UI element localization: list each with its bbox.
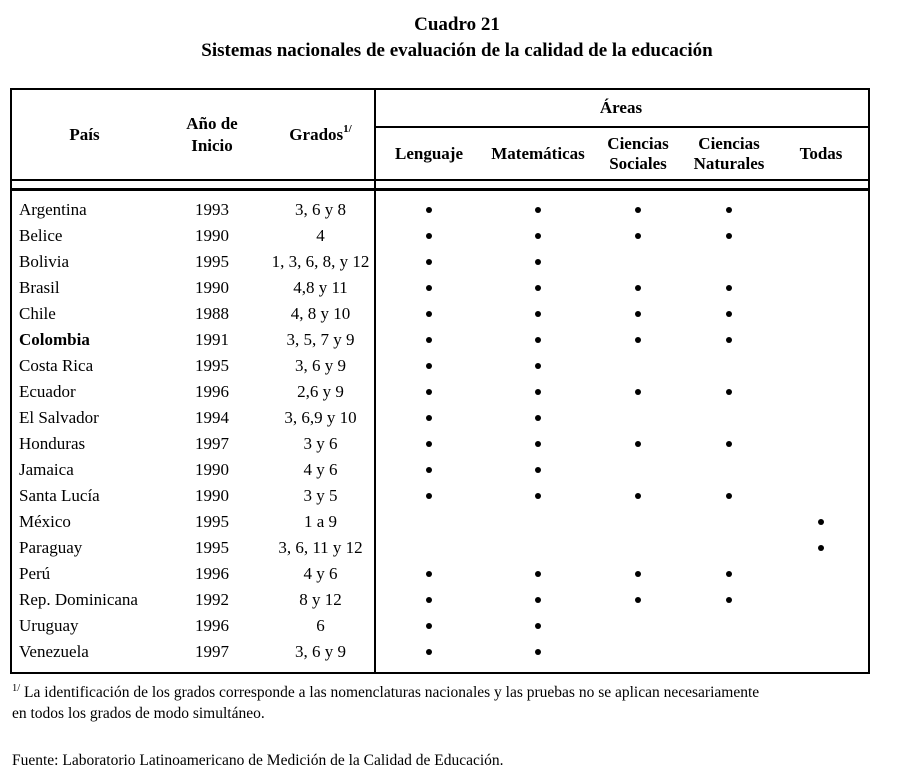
cell-area-3 [684,535,774,561]
cell-area-0 [374,457,484,483]
cell-pais: El Salvador [19,408,99,427]
cell-area-1 [484,639,592,665]
table-row [12,613,868,639]
cell-area-0 [374,275,484,301]
cell-area-2 [592,613,684,639]
area-marker-dot [726,441,732,447]
cell-area-0 [374,535,484,561]
cell-area-4 [774,223,868,249]
table-row [12,457,868,483]
cell-area-3 [684,379,774,405]
cell-area-4 [774,509,868,535]
areas-header-group [374,90,868,179]
area-marker-dot [726,337,732,343]
cell-area-3 [684,327,774,353]
area-marker-dot [535,233,541,239]
area-marker-dot [535,467,541,473]
cell-area-3 [684,431,774,457]
area-marker-dot [818,519,824,525]
cell-area-0 [374,613,484,639]
cell-area-3 [684,197,774,223]
area-marker-dot [426,363,432,369]
cell-area-4 [774,561,868,587]
area-marker-dot [635,311,641,317]
cell-pais: México [19,512,71,531]
cell-grados: 6 [316,616,325,635]
area-marker-dot [635,389,641,395]
cell-grados: 4, 8 y 10 [290,304,351,323]
header-body-gap [12,181,868,188]
table-number: Cuadro 21 [414,14,500,35]
cell-area-1 [484,249,592,275]
cell-area-3 [684,561,774,587]
area-marker-dot [426,337,432,343]
area-marker-dot [726,571,732,577]
area-marker-dot [726,493,732,499]
area-marker-dot [635,597,641,603]
cell-grados: 2,6 y 9 [297,382,344,401]
area-marker-dot [535,415,541,421]
cell-area-4 [774,587,868,613]
cell-area-4 [774,483,868,509]
cell-area-0 [374,509,484,535]
header-anio-inicio [157,90,267,179]
cell-anio-inicio: 1995 [195,356,229,375]
area-marker-dot [426,441,432,447]
cell-grados: 3, 6,9 y 10 [284,408,357,427]
cell-area-2 [592,587,684,613]
cell-area-2 [592,327,684,353]
area-marker-dot [426,285,432,291]
cell-grados: 3 y 6 [303,434,338,453]
table-row [12,249,868,275]
table-row [12,379,868,405]
cell-area-0 [374,353,484,379]
cell-area-4 [774,301,868,327]
cell-grados: 4 y 6 [303,460,338,479]
cell-area-2 [592,639,684,665]
cell-area-2 [592,457,684,483]
area-marker-dot [535,649,541,655]
cell-area-3 [684,457,774,483]
cell-anio-inicio: 1996 [195,564,229,583]
cell-area-4 [774,405,868,431]
cell-pais: Bolivia [19,252,70,271]
cell-area-1 [484,379,592,405]
cell-pais: Belice [19,226,63,245]
cell-area-0 [374,561,484,587]
cell-grados: 8 y 12 [299,590,342,609]
footnote-marker: 1/ [12,682,21,694]
cell-area-1 [484,275,592,301]
cell-area-2 [592,379,684,405]
cell-pais: Costa Rica [19,356,94,375]
area-marker-dot [426,493,432,499]
cell-pais: Uruguay [19,616,79,635]
cell-area-1 [484,509,592,535]
header-pais: País [69,124,100,144]
cell-pais: Venezuela [19,642,89,661]
area-marker-dot [426,623,432,629]
area-marker-dot [426,597,432,603]
cell-area-4 [774,275,868,301]
cell-area-2 [592,509,684,535]
cell-area-1 [484,431,592,457]
cell-area-3 [684,483,774,509]
cell-grados: 4,8 y 11 [293,278,348,297]
cell-area-4 [774,535,868,561]
cell-area-0 [374,197,484,223]
table-row [12,535,868,561]
area-marker-dot [535,441,541,447]
area-marker-dot [726,285,732,291]
cell-area-0 [374,405,484,431]
cell-area-3 [684,639,774,665]
cell-anio-inicio: 1997 [195,642,229,661]
cell-area-1 [484,197,592,223]
cell-area-2 [592,223,684,249]
area-column-header: Ciencias Sociales [607,133,669,173]
area-marker-dot [635,441,641,447]
cell-area-2 [592,275,684,301]
table-row [12,301,868,327]
cell-area-1 [484,223,592,249]
cell-anio-inicio: 1996 [195,616,229,635]
area-marker-dot [535,311,541,317]
footnote [12,682,898,724]
table-row [12,561,868,587]
header-anio-line1: Año de [186,113,238,133]
area-marker-dot [535,285,541,291]
cell-area-3 [684,223,774,249]
cell-area-2 [592,249,684,275]
area-marker-dot [635,285,641,291]
area-marker-dot [726,389,732,395]
cell-area-3 [684,509,774,535]
cell-grados: 4 y 6 [303,564,338,583]
area-marker-dot [426,649,432,655]
cell-grados: 4 [316,226,325,245]
area-marker-dot [426,415,432,421]
cell-grados: 3 y 5 [303,486,338,505]
vertical-divider [374,90,376,672]
table-body [12,188,868,672]
cell-grados: 3, 6 y 8 [295,200,346,219]
area-marker-dot [535,571,541,577]
cell-area-4 [774,353,868,379]
area-marker-dot [535,493,541,499]
header-grados-label: Grados [289,124,344,144]
area-marker-dot [535,597,541,603]
footnote-line1: La identificación de los grados corresponde a las nomenclaturas nacionales y las pruebas no se aplican necesariamente [20,684,760,701]
evaluation-table [10,88,870,674]
cell-area-0 [374,587,484,613]
cell-area-3 [684,613,774,639]
area-column-header: Matemáticas [491,143,585,163]
cell-area-1 [484,613,592,639]
area-marker-dot [635,207,641,213]
cell-area-0 [374,483,484,509]
cell-pais: Santa Lucía [19,486,100,505]
area-marker-dot [426,467,432,473]
area-marker-dot [535,389,541,395]
cell-area-4 [774,431,868,457]
table-row [12,405,868,431]
table-row [12,327,868,353]
cell-anio-inicio: 1995 [195,252,229,271]
area-marker-dot [818,545,824,551]
cell-area-3 [684,587,774,613]
table-row [12,197,868,223]
table-title: Sistemas nacionales de evaluación de la calidad de la educación [201,40,713,61]
cell-pais: Paraguay [19,538,83,557]
area-marker-dot [426,233,432,239]
cell-anio-inicio: 1995 [195,538,229,557]
cell-area-3 [684,275,774,301]
area-marker-dot [635,493,641,499]
cell-anio-inicio: 1991 [195,330,229,349]
area-column-header: Todas [799,143,843,163]
table-row [12,431,868,457]
cell-area-3 [684,353,774,379]
table-row [12,353,868,379]
table-header [12,90,868,181]
cell-area-3 [684,249,774,275]
cell-area-4 [774,613,868,639]
cell-area-0 [374,249,484,275]
header-areas: Áreas [374,90,868,128]
header-grados: Grados $^{1/}$ [289,122,352,144]
area-marker-dot [535,363,541,369]
cell-grados: 3, 6 y 9 [295,642,346,661]
area-marker-dot [635,571,641,577]
area-column-header: Lenguaje [395,143,463,163]
area-marker-dot [726,311,732,317]
cell-area-1 [484,301,592,327]
cell-area-4 [774,327,868,353]
table-row [12,639,868,665]
table-row [12,587,868,613]
cell-area-2 [592,483,684,509]
table-row [12,275,868,301]
title-block [0,0,914,64]
table-row [12,223,868,249]
cell-area-4 [774,639,868,665]
area-column-headers [374,128,868,179]
cell-area-2 [592,405,684,431]
cell-area-1 [484,405,592,431]
source-line: Fuente: Laboratorio Latinoamericano de Medición de la Calidad de Educación. [12,752,504,767]
cell-area-0 [374,327,484,353]
cell-area-1 [484,327,592,353]
cell-area-1 [484,353,592,379]
cell-area-2 [592,197,684,223]
cell-area-4 [774,379,868,405]
cell-area-0 [374,431,484,457]
table-row [12,483,868,509]
cell-pais: Rep. Dominicana [19,590,138,609]
cell-area-1 [484,587,592,613]
cell-pais: Perú [19,564,51,583]
cell-area-0 [374,639,484,665]
cell-area-3 [684,405,774,431]
cell-area-1 [484,535,592,561]
cell-area-2 [592,535,684,561]
cell-area-2 [592,353,684,379]
cell-area-0 [374,301,484,327]
area-marker-dot [535,207,541,213]
cell-grados: 3, 5, 7 y 9 [286,330,355,349]
cell-area-4 [774,197,868,223]
cell-anio-inicio: 1990 [195,278,229,297]
cell-area-2 [592,561,684,587]
cell-area-4 [774,249,868,275]
area-marker-dot [426,207,432,213]
cell-grados: 3, 6 y 9 [295,356,346,375]
cell-area-2 [592,431,684,457]
area-marker-dot [726,207,732,213]
cell-anio-inicio: 1992 [195,590,229,609]
cell-area-4 [774,457,868,483]
cell-anio-inicio: 1996 [195,382,229,401]
area-marker-dot [426,389,432,395]
cell-area-3 [684,301,774,327]
area-marker-dot [635,233,641,239]
cell-anio-inicio: 1993 [195,200,229,219]
area-marker-dot [535,259,541,265]
cell-area-0 [374,223,484,249]
area-marker-dot [426,259,432,265]
left-header-group [12,90,374,179]
cell-grados: 3, 6, 11 y 12 [278,538,363,557]
table-row [12,509,868,535]
cell-pais: Brasil [19,278,60,297]
cell-pais: Honduras [19,434,86,453]
cell-pais: Ecuador [19,382,76,401]
area-marker-dot [426,571,432,577]
cell-anio-inicio: 1990 [195,226,229,245]
area-marker-dot [535,337,541,343]
header-anio-line2: Inicio [191,135,233,155]
area-marker-dot [726,233,732,239]
cell-area-1 [484,457,592,483]
cell-anio-inicio: 1990 [195,460,229,479]
cell-anio-inicio: 1995 [195,512,229,531]
cell-pais: Colombia [19,330,90,349]
cell-anio-inicio: 1997 [195,434,229,453]
area-marker-dot [635,337,641,343]
cell-area-1 [484,561,592,587]
cell-anio-inicio: 1990 [195,486,229,505]
area-column-header: Ciencias Naturales [693,133,765,173]
cell-area-2 [592,301,684,327]
area-marker-dot [535,623,541,629]
cell-pais: Chile [19,304,56,323]
cell-anio-inicio: 1988 [195,304,229,323]
cell-area-1 [484,483,592,509]
cell-anio-inicio: 1994 [195,408,229,427]
area-marker-dot [726,597,732,603]
cell-pais: Jamaica [19,460,74,479]
cell-pais: Argentina [19,200,87,219]
cell-grados: 1, 3, 6, 8, y 12 [271,252,370,271]
cell-grados: 1 a 9 [303,512,338,531]
footnote-line2: en todos los grados de modo simultáneo. [12,705,265,722]
area-marker-dot [426,311,432,317]
cell-area-0 [374,379,484,405]
